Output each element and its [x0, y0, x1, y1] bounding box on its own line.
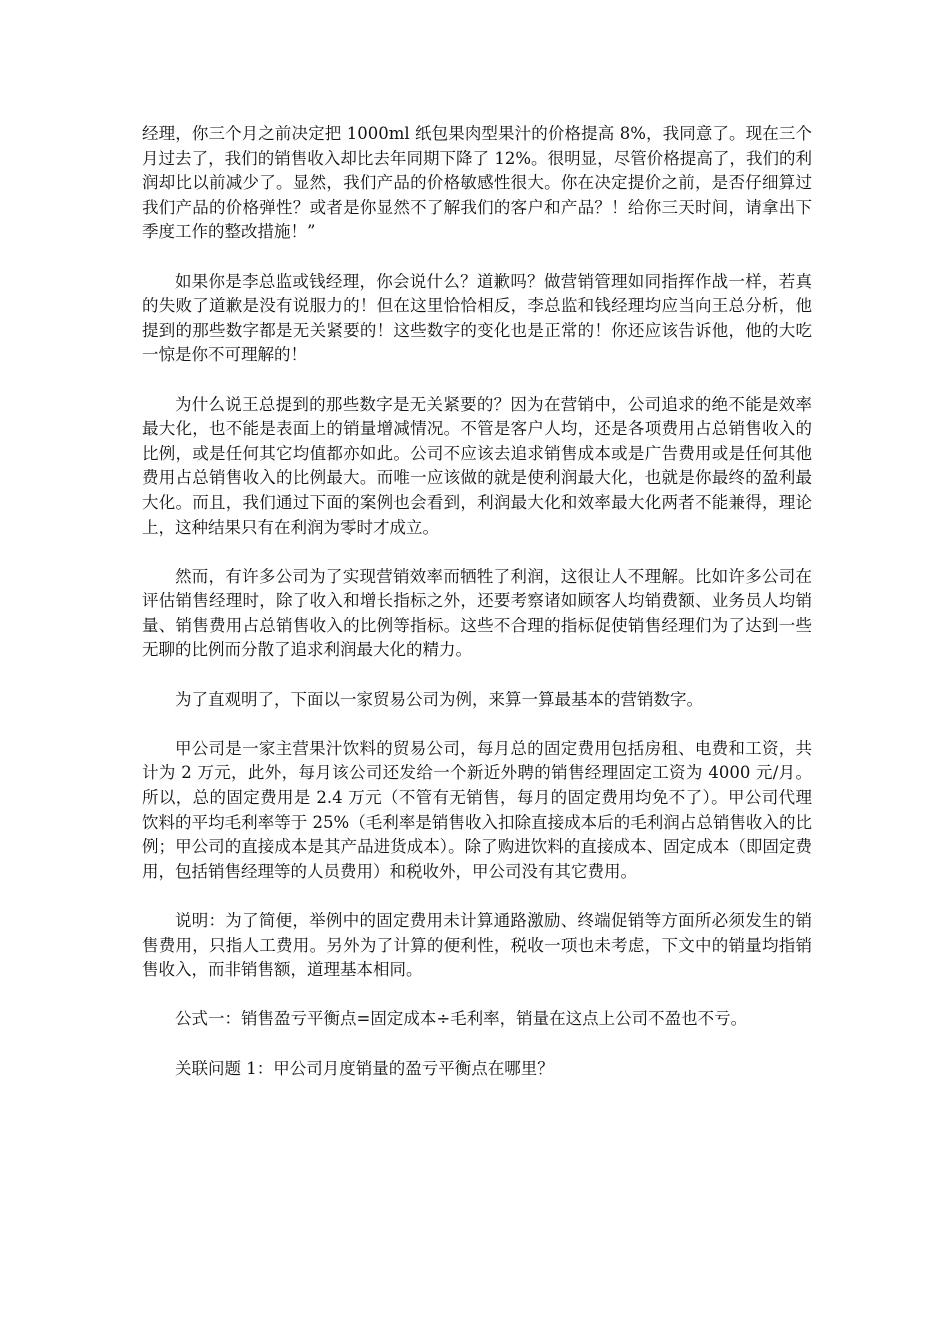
- document-body: [142, 122, 812, 1106]
- paragraph-2: 如果你是李总监或钱经理，你会说什么？道歉吗？做营销管理如同指挥作战一样，若真的失败了道歉是没有说服力的！但在这里恰恰相反，李总监和钱经理均应当向王总分析，他提到的那些数字都是无关紧要的！这些数字的变化也是正常的！你还应该告诉他，他的大吃一惊是你不可理解的！: [142, 271, 812, 365]
- paragraph-7: 说明：为了简便，举例中的固定费用未计算通路激励、终端促销等方面所必须发生的销售费用，只指人工费用。另外为了计算的便利性，税收一项也未考虑，下文中的销量均指销售收入，而非销售额，道理基本相同。: [142, 911, 812, 980]
- paragraph-6: 甲公司是一家主营果汁饮料的贸易公司，每月总的固定费用包括房租、电费和工资，共计为 2 万元，此外，每月该公司还发给一个新近外聘的销售经理固定工资为 4000 元/月。所以，总的固定费用是 2.4 万元（不管有无销售，每月的固定费用均免不了）。甲公司代理饮料的平均毛利率等于 25%（毛利率是销售收入扣除直接成本后的毛利润占总销售收入的比例；甲公司的直接成本是其产品进货成本）。除了购进饮料的直接成本、固定成本（即固定费用，包括销售经理等的人员费用）和税收外，甲公司没有其它费用。: [142, 738, 812, 881]
- paragraph-3: 为什么说王总提到的那些数字是无关紧要的？因为在营销中，公司追求的绝不能是效率最大化，也不能是表面上的销量增减情况。不管是客户人均，还是各项费用占总销售收入的比例，或是任何其它均值都亦如此。公司不应该去追求销售成本或是广告费用或是任何其他费用占总销售收入的比例最大。而唯一应该做的就是使利润最大化，也就是你最终的盈利最大化。而且，我们通过下面的案例也会看到，利润最大化和效率最大化两者不能兼得，理论上，这种结果只有在利润为零时才成立。: [142, 394, 812, 537]
- paragraph-9: 关联问题 1：甲公司月度销量的盈亏平衡点在哪里？: [175, 1058, 554, 1078]
- paragraph-1: 经理，你三个月之前决定把 1000ml 纸包果肉型果汁的价格提高 8%，我同意了。现在三个月过去了，我们的销售收入却比去年同期下降了 12%。很明显，尽管价格提高了，我们的利润却比以前减少了。显然，我们产品的价格敏感性很大。你在决定提价之前，是否仔细算过我们产品的价格弹性？或者是你显然不了解我们的客户和产品？！给你三天时间，请拿出下季度工作的整改措施！”: [142, 124, 812, 242]
- paragraph-4: 然而，有许多公司为了实现营销效率而牺牲了利润，这很让人不理解。比如许多公司在评估销售经理时，除了收入和增长指标之外，还要考察诸如顾客人均销费额、业务员人均销量、销售费用占总销售收入的比例等指标。这些不合理的指标促使销售经理们为了达到一些无聊的比例而分散了追求利润最大化的精力。: [142, 566, 812, 660]
- paragraph-8: 公式一：销售盈亏平衡点=固定成本÷毛利率，销量在这点上公司不盈也不亏。: [175, 1009, 748, 1029]
- paragraph-5: 为了直观明了，下面以一家贸易公司为例，来算一算最基本的营销数字。: [175, 689, 703, 709]
